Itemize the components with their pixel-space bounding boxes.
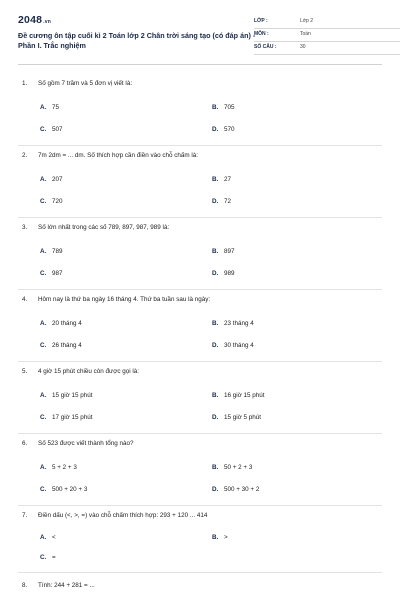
question	[22, 368, 382, 428]
answer-option-b[interactable]	[212, 104, 235, 111]
question-text	[22, 80, 382, 90]
option-text: 989	[224, 270, 235, 277]
answer-option-c[interactable]	[40, 414, 93, 421]
option-letter: C.	[40, 342, 47, 349]
answer-option-a[interactable]	[40, 320, 82, 327]
option-text: 15 giờ 15 phút	[52, 392, 93, 399]
meta-value: 30	[300, 44, 306, 50]
option-text: 20 tháng 4	[52, 320, 82, 327]
option-text: 705	[224, 104, 235, 111]
question-divider	[18, 217, 382, 218]
option-text: =	[52, 554, 56, 561]
question-number: 8.	[22, 582, 28, 589]
option-text: 897	[224, 248, 235, 255]
option-letter: A.	[40, 176, 47, 183]
question-text	[22, 224, 382, 234]
question	[22, 152, 382, 212]
option-text: 720	[52, 198, 63, 205]
option-letter: A.	[40, 464, 47, 471]
question-number: 5.	[22, 368, 28, 375]
question-text	[22, 582, 382, 592]
option-letter: C.	[40, 414, 47, 421]
option-text: 17 giờ 15 phút	[52, 414, 93, 421]
option-letter: B.	[212, 534, 219, 541]
meta-row-count	[254, 42, 400, 55]
question-number: 1.	[22, 80, 28, 87]
question-divider	[18, 289, 382, 290]
question-text	[22, 440, 382, 450]
option-letter: D.	[212, 342, 219, 349]
option-letter: D.	[212, 198, 219, 205]
option-text: 26 tháng 4	[52, 342, 82, 349]
question-prompt: Số 523 được viết thành tổng nào?	[38, 440, 134, 447]
question	[22, 440, 382, 500]
option-letter: A.	[40, 248, 47, 255]
answer-option-c[interactable]	[40, 486, 87, 493]
option-text: <	[52, 534, 56, 541]
option-letter: D.	[212, 486, 219, 493]
answer-option-a[interactable]	[40, 248, 63, 255]
option-letter: C.	[40, 270, 47, 277]
answer-option-a[interactable]	[40, 464, 77, 471]
question	[22, 80, 382, 140]
question-text	[22, 368, 382, 378]
option-text: 75	[52, 104, 60, 111]
meta-row-class	[254, 16, 400, 29]
option-text: 500 + 30 + 2	[224, 486, 260, 493]
question-number: 2.	[22, 152, 28, 159]
logo-domain: .vn	[43, 19, 51, 25]
option-text: 15 giờ 5 phút	[224, 414, 262, 421]
header-divider	[18, 64, 382, 65]
answer-option-d[interactable]	[212, 198, 231, 205]
question-text	[22, 512, 382, 522]
option-text: 987	[52, 270, 63, 277]
meta-value: Toán	[300, 31, 311, 37]
option-text: 570	[224, 126, 235, 133]
option-letter: C.	[40, 126, 47, 133]
option-text: 30 tháng 4	[224, 342, 254, 349]
question-prompt: Số lớn nhất trong các số 789, 897, 987, 989 là:	[38, 224, 170, 231]
answer-option-c[interactable]	[40, 126, 63, 133]
meta-label: SỐ CÂU :	[254, 44, 277, 50]
question	[22, 296, 382, 356]
option-letter: A.	[40, 534, 47, 541]
option-text: 5 + 2 + 3	[52, 464, 77, 471]
meta-label: MÔN :	[254, 31, 269, 37]
question-text	[22, 296, 382, 306]
document-title: Đề cương ôn tập cuối kì 2 Toán lớp 2 Chân trời sáng tạo (có đáp án) - Phần I. Trắc nghiệm	[18, 31, 256, 50]
answer-option-b[interactable]	[212, 320, 254, 327]
question-divider	[18, 572, 382, 573]
option-letter: C.	[40, 554, 47, 561]
answer-option-c[interactable]	[40, 270, 63, 277]
option-text: 507	[52, 126, 63, 133]
question	[22, 512, 382, 572]
question-prompt: Số gồm 7 trăm và 5 đơn vị viết là:	[38, 80, 133, 87]
question-text	[22, 152, 382, 162]
meta-label: LỚP :	[254, 18, 268, 24]
question-prompt: Điền dấu (<, >, =) vào chỗ chấm thích hợp: 293 + 120 ... 414	[38, 512, 208, 519]
answer-option-d[interactable]	[212, 414, 261, 421]
option-letter: B.	[212, 320, 219, 327]
answer-option-a[interactable]	[40, 392, 93, 399]
answer-option-a[interactable]	[40, 104, 59, 111]
question-divider	[18, 361, 382, 362]
question-number: 6.	[22, 440, 28, 447]
option-text: 50 + 2 + 3	[224, 464, 253, 471]
logo-text: 2048	[18, 14, 43, 26]
option-text: 207	[52, 176, 63, 183]
question-divider	[18, 433, 382, 434]
question	[22, 582, 382, 594]
option-letter: C.	[40, 198, 47, 205]
question-number: 4.	[22, 296, 28, 303]
option-letter: D.	[212, 414, 219, 421]
question-prompt: Hôm nay là thứ ba ngày 16 tháng 4. Thứ ba tuần sau là ngày:	[38, 296, 211, 303]
option-text: 16 giờ 15 phút	[224, 392, 265, 399]
answer-option-d[interactable]	[212, 126, 235, 133]
option-letter: B.	[212, 392, 219, 399]
site-logo[interactable]	[18, 14, 51, 26]
answer-option-d[interactable]	[212, 270, 235, 277]
meta-table	[254, 16, 400, 55]
option-letter: D.	[212, 270, 219, 277]
option-letter: A.	[40, 392, 47, 399]
option-text: 27	[224, 176, 232, 183]
meta-row-subject	[254, 29, 400, 42]
answer-option-c[interactable]	[40, 342, 82, 349]
question	[22, 224, 382, 284]
option-text: >	[224, 534, 228, 541]
option-text: 72	[224, 198, 232, 205]
question-prompt: 7m 2dm = ... dm. Số thích hợp cần điền vào chỗ chấm là:	[38, 152, 199, 159]
question-prompt: 4 giờ 15 phút chiều còn được gọi là:	[38, 368, 140, 375]
answer-option-d[interactable]	[212, 486, 259, 493]
option-letter: B.	[212, 248, 219, 255]
option-letter: B.	[212, 176, 219, 183]
option-letter: B.	[212, 464, 219, 471]
answer-option-b[interactable]	[212, 534, 228, 541]
option-letter: A.	[40, 320, 47, 327]
answer-option-b[interactable]	[212, 176, 231, 183]
option-letter: D.	[212, 126, 219, 133]
document-header	[18, 14, 382, 58]
option-text: 789	[52, 248, 63, 255]
option-letter: A.	[40, 104, 47, 111]
option-text: 23 tháng 4	[224, 320, 254, 327]
question-number: 7.	[22, 512, 28, 519]
option-text: 500 + 20 + 3	[52, 486, 88, 493]
option-letter: C.	[40, 486, 47, 493]
question-divider	[18, 145, 382, 146]
question-divider	[18, 505, 382, 506]
answer-option-b[interactable]	[212, 392, 265, 399]
answer-option-a[interactable]	[40, 534, 56, 541]
answer-option-c[interactable]	[40, 554, 56, 561]
meta-value: Lớp 2	[300, 18, 314, 24]
question-prompt: Tính: 244 + 281 = ...	[38, 582, 95, 589]
option-letter: B.	[212, 104, 219, 111]
answer-option-d[interactable]	[212, 342, 254, 349]
question-number: 3.	[22, 224, 28, 231]
answer-option-c[interactable]	[40, 198, 63, 205]
answer-option-b[interactable]	[212, 464, 252, 471]
answer-option-a[interactable]	[40, 176, 63, 183]
answer-option-b[interactable]	[212, 248, 235, 255]
